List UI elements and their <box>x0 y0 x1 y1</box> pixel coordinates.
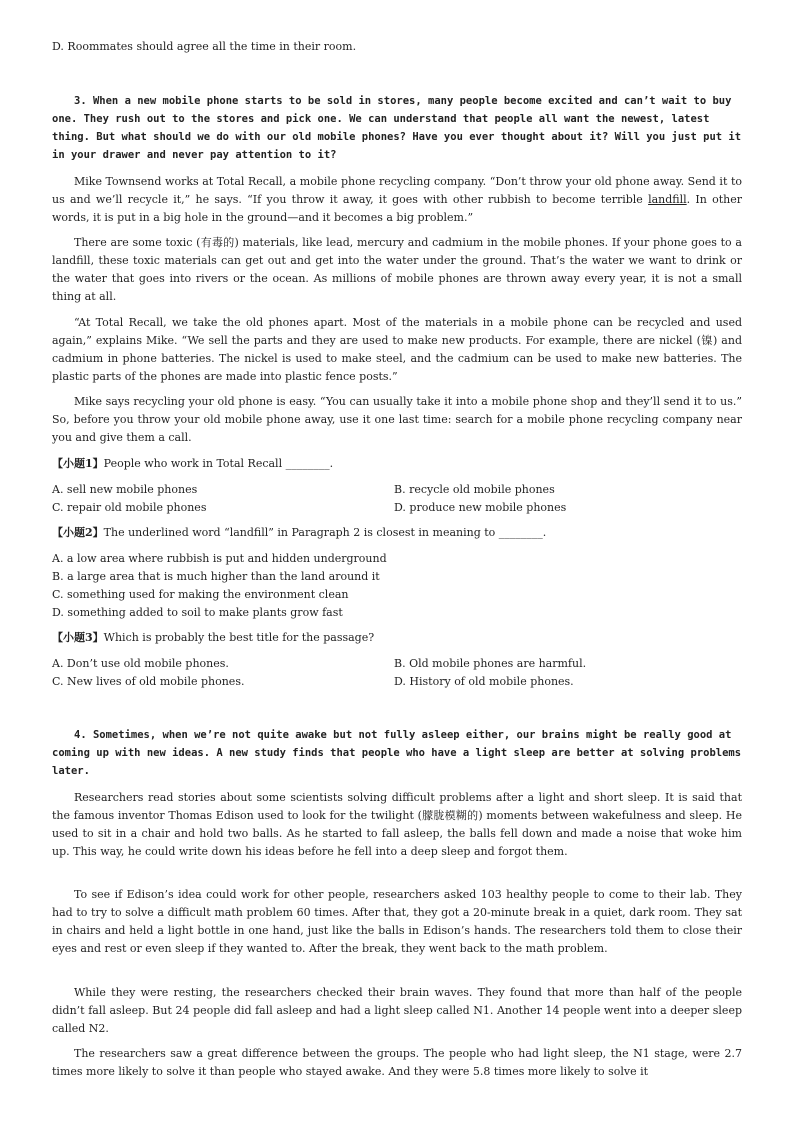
sub3-option-b: B. Old mobile phones are harmful. <box>394 657 587 670</box>
sub1-option-b: B. recycle old mobile phones <box>394 483 555 496</box>
q3-p1-text-b: . In other words, it is put in a big hole in the ground—and it becomes a big problem.” <box>52 193 742 224</box>
q3-paragraph-2: There are some toxic (有毒的) materials, like lead, mercury and cadmium in the mobile phones. If your phone goes to a landfill, these toxic materials can get out and get into the water under the ground. That’s the water we want to drink or the water that goes into rivers or the ocean. As millions of mobile phones are thrown away every year, it is not a small thing at all. <box>52 236 742 303</box>
q4-paragraph-4: The researchers saw a great difference between the groups. The people who had light sleep, the N1 stage, were 2.7 times more likely to solve it than people who stayed awake. And they were 5.8 times more likely to solve it <box>52 1047 742 1078</box>
sub3-option-a: A. Don’t use old mobile phones. <box>52 657 229 670</box>
q3-paragraph-4: Mike says recycling your old phone is easy. “You can usually take it into a mobile phone shop and they’ll send it to us.” So, before you throw your old mobile phone away, use it one last time: search for a mobile phone recycling company near you and give them a call. <box>52 395 742 444</box>
q4-paragraph-3: While they were resting, the researchers checked their brain waves. They found that more than half of the people didn’t fall asleep. But 24 people did fall asleep and had a light sleep called N1. Another 14 people went into a deeper sleep called N2. <box>52 986 742 1035</box>
sub1-option-d: D. produce new mobile phones <box>394 501 567 514</box>
sub-question-2-text: The underlined word “landfill” in Paragraph 2 is closest in meaning to ________. <box>103 526 547 539</box>
sub-question-2-tag: 【小题2】 <box>52 526 104 539</box>
sub3-option-c: C. New lives of old mobile phones. <box>52 675 245 688</box>
sub2-option-c: C. something used for making the environment clean <box>52 588 349 601</box>
q3-p1-text-a: Mike Townsend works at Total Recall, a mobile phone recycling company. “Don’t throw your old phone away. Send it to us and we’ll recycle it,” he says. “If you throw it away, it goes with other rubbish to become terrible <box>52 175 742 206</box>
q4-paragraph-1: Researchers read stories about some scientists solving difficult problems after a light and short sleep. It is said that the famous inventor Thomas Edison used to look for the twilight (朦胧模糊的) moments between wakefulness and sleep. He used to sit in a chair and hold two balls. As he started to fall asleep, the balls fell down and made a noise that woke him up. This way, he could write down his ideas before he fell into a deep sleep and forgot them. <box>52 791 742 858</box>
sub1-option-c: C. repair old mobile phones <box>52 501 207 514</box>
sub2-option-d: D. something added to soil to make plants grow fast <box>52 606 343 619</box>
sub3-option-d: D. History of old mobile phones. <box>394 675 574 688</box>
previous-question-option-d: D. Roommates should agree all the time in their room. <box>52 40 357 53</box>
sub1-option-a: A. sell new mobile phones <box>52 483 198 496</box>
sub-question-2-stem <box>52 524 546 542</box>
sub-question-3-stem <box>52 629 374 647</box>
underlined-word-landfill: landfill <box>648 193 687 206</box>
sub-question-3-tag: 【小题3】 <box>52 631 104 644</box>
sub-question-1-tag: 【小题1】 <box>52 457 104 470</box>
sub-question-3-text: Which is probably the best title for the passage? <box>103 631 375 644</box>
q3-paragraph-3: “At Total Recall, we take the old phones apart. Most of the materials in a mobile phone can be recycled and used again,” explains Mike. “We sell the parts and they are used to make new products. For example, there are nickel (镍) and cadmium in phone batteries. The nickel is used to make steel, and the cadmium can be used to make new batteries. The plastic parts of the phones are made into plastic fence posts.” <box>52 316 742 383</box>
question-4-prompt: 4. Sometimes, when we’re not quite awake but not fully asleep either, our brains might be really good at coming up with new ideas. A new study finds that people who have a light sleep are better at solving problems later. <box>52 729 742 777</box>
question-3-prompt: 3. When a new mobile phone starts to be sold in stores, many people become excited and can’t wait to buy one. They rush out to the stores and pick one. We can understand that people all want the newest, latest thing. But what should we do with our old mobile phones? Have you ever thought about it? Will you just put it in your drawer and never pay attention to it? <box>52 95 742 161</box>
sub-question-1-text: People who work in Total Recall ________. <box>103 457 334 470</box>
sub2-option-b: B. a large area that is much higher than the land around it <box>52 570 380 583</box>
q4-paragraph-2: To see if Edison’s idea could work for other people, researchers asked 103 healthy people to come to their lab. They had to try to solve a difficult math problem 60 times. After that, they got a 20-minute break in a quiet, dark room. They sat in chairs and held a light bottle in one hand, just like the balls in Edison’s hands. The researchers told them to close their eyes and rest or even sleep if they wanted to. After the break, they went back to the math problem. <box>52 888 742 955</box>
sub-question-1-stem <box>52 455 333 473</box>
sub2-option-a: A. a low area where rubbish is put and hidden underground <box>52 552 387 565</box>
q3-paragraph-1 <box>52 173 742 227</box>
